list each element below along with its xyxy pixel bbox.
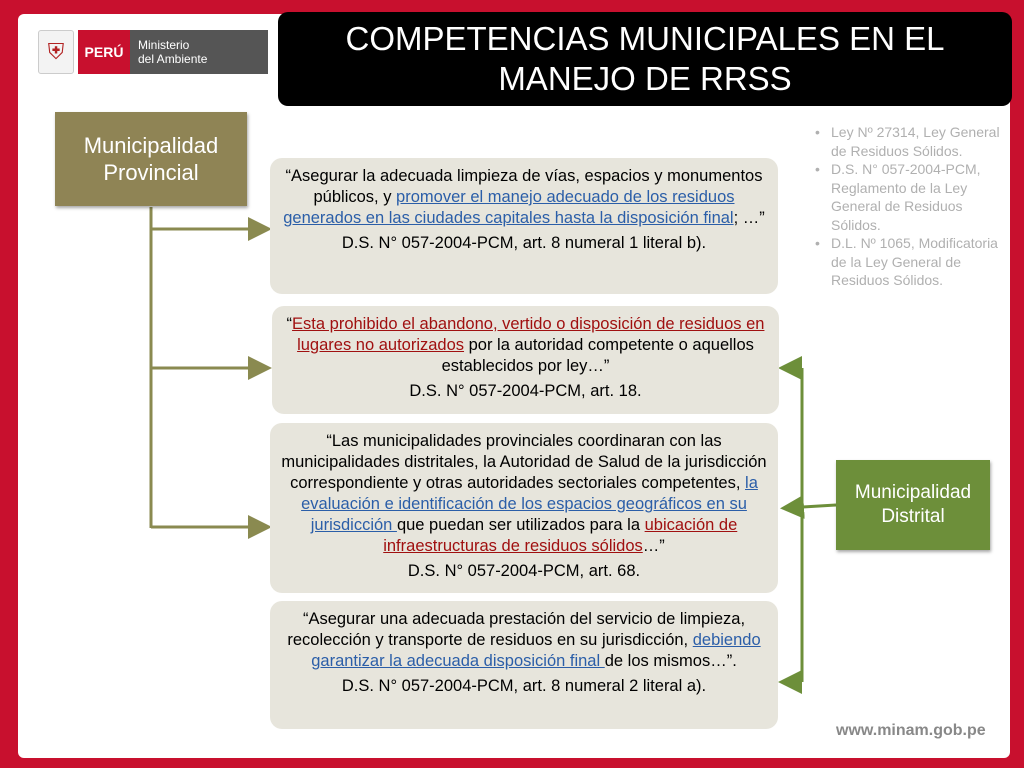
box-4-text-end: de los mismos…”. xyxy=(604,652,737,670)
competence-box-3 xyxy=(270,423,778,593)
box-2-citation: D.S. N° 057-2004-PCM, art. 18. xyxy=(409,382,642,400)
municipalidad-provincial-box: Municipalidad Provincial xyxy=(55,112,247,206)
reference-item: • D.L. Nº 1065, Modificatoria de la Ley General de Residuos Sólidos. xyxy=(815,234,1010,290)
slide-title: COMPETENCIAS MUNICIPALES EN EL MANEJO DE RRSS xyxy=(278,12,1012,106)
box-4-link[interactable]: debiendo garantizar la adecuada disposición final xyxy=(311,631,761,670)
box-4-citation: D.S. N° 057-2004-PCM, art. 8 numeral 2 literal a). xyxy=(341,677,707,695)
logo-ministry-line2: del Ambiente xyxy=(138,52,208,66)
logo-country: PERÚ xyxy=(78,30,130,74)
box-3-link[interactable]: la evaluación e identificación de los espacios geográficos en su jurisdicción xyxy=(301,474,758,534)
competence-box-1 xyxy=(270,158,778,294)
box-1-citation: D.S. N° 057-2004-PCM, art. 8 numeral 1 literal b). xyxy=(341,234,707,252)
box-2-text-end: por la autoridad competente o aquellos establecidos por ley…” xyxy=(441,336,754,375)
box-3-link-2[interactable]: ubicación de infraestructuras de residuos sólidos xyxy=(383,516,738,555)
logo-ministry-line1: Ministerio xyxy=(138,38,190,52)
arrow-to-box-3-distrital xyxy=(786,505,836,508)
website-url: www.minam.gob.pe xyxy=(836,722,986,739)
box-3-text-end: …” xyxy=(642,537,665,555)
competence-box-4 xyxy=(270,601,778,729)
box-3-citation: D.S. N° 057-2004-PCM, art. 68. xyxy=(407,562,641,580)
municipalidad-distrital-box: Municipalidad Distrital xyxy=(836,460,990,550)
coat-of-arms-icon: ⛨ xyxy=(38,30,74,74)
box-1-text: “Asegurar la adecuada limpieza de vías, espacios y monumentos públicos, y xyxy=(285,167,763,206)
box-2-text: “ xyxy=(286,315,293,333)
reference-item: • Ley Nº 27314, Ley General de Residuos Sólidos. xyxy=(815,123,1010,160)
competence-box-2 xyxy=(272,306,779,414)
legal-references-list xyxy=(815,123,1010,290)
reference-item: • D.S. N° 057-2004-PCM, Reglamento de la Ley General de Residuos Sólidos. xyxy=(815,160,1010,234)
box-4-text: “Asegurar una adecuada prestación del servicio de limpieza, recolección y transporte de residuos en su jurisdicción, xyxy=(287,610,746,649)
box-3-text-mid: que puedan ser utilizados para la xyxy=(396,516,645,534)
box-3-text: “Las municipalidades provinciales coordinaran con las municipalidades distritales, la Autoridad de Salud de la jurisdicción correspondiente y otras autoridades sectoriales competentes, xyxy=(281,432,767,492)
box-1-text-end: ; …” xyxy=(733,209,765,227)
box-2-link[interactable]: Esta prohibido el abandono, vertido o disposición de residuos en lugares no autorizados xyxy=(292,315,765,354)
box-1-link[interactable]: promover el manejo adecuado de los residuos generados en las ciudades capitales hasta la disposición final xyxy=(283,188,735,227)
